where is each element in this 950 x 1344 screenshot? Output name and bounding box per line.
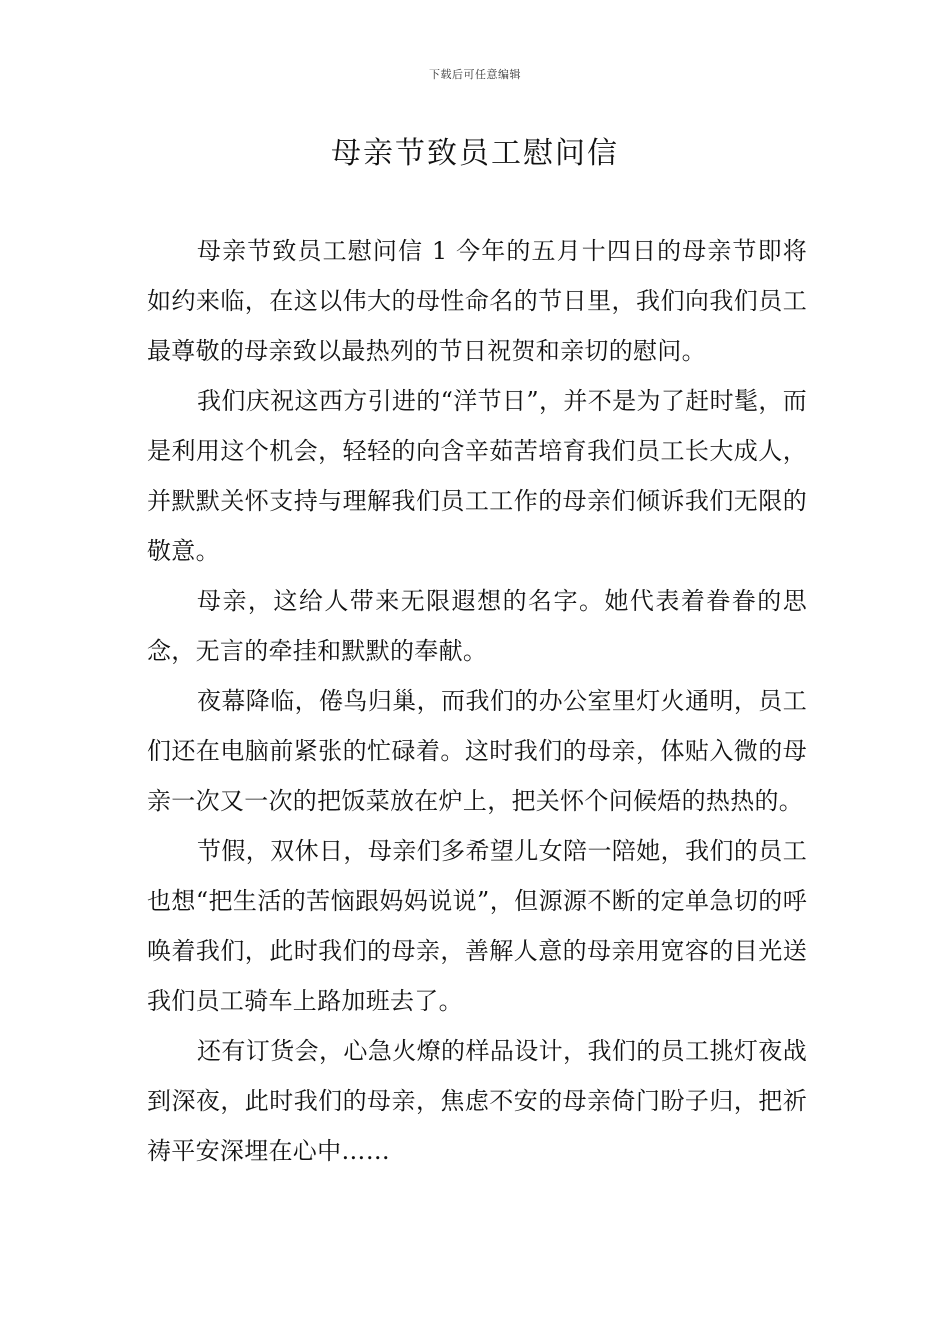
- paragraph: 我们庆祝这西方引进的“洋节日”，并不是为了赶时髦，而是利用这个机会，轻轻的向含辛茹苦培育我们员工长大成人，并默默关怀支持与理解我们员工工作的母亲们倾诉我们无限的敬意。: [147, 387, 807, 565]
- paragraph: 母亲，这给人带来无限遐想的名字。她代表着眷眷的思念，无言的牵挂和默默的奉献。: [147, 587, 807, 665]
- paragraph: 母亲节致员工慰问信 1 今年的五月十四日的母亲节即将如约来临，在这以伟大的母性命名的节日里，我们向我们员工最尊敬的母亲致以最热列的节日祝贺和亲切的慰问。: [147, 237, 807, 365]
- letter-body: [147, 226, 807, 1176]
- paragraph: 夜幕降临，倦鸟归巢，而我们的办公室里灯火通明，员工们还在电脑前紧张的忙碌着。这时我们的母亲，体贴入微的母亲一次又一次的把饭菜放在炉上，把关怀个问候焐的热热的。: [147, 687, 807, 815]
- header-note: 下载后可任意编辑: [429, 68, 521, 81]
- paragraph: 还有订货会，心急火燎的样品设计，我们的员工挑灯夜战到深夜，此时我们的母亲，焦虑不安的母亲倚门盼子归，把祈祷平安深埋在心中……: [147, 1037, 807, 1165]
- paragraph: 节假，双休日，母亲们多希望儿女陪一陪她，我们的员工也想“把生活的苦恼跟妈妈说说”，但源源不断的定单急切的呼唤着我们，此时我们的母亲，善解人意的母亲用宽容的目光送我们员工骑车上路加班去了。: [147, 837, 807, 1015]
- document-title: 母亲节致员工慰问信: [331, 136, 619, 171]
